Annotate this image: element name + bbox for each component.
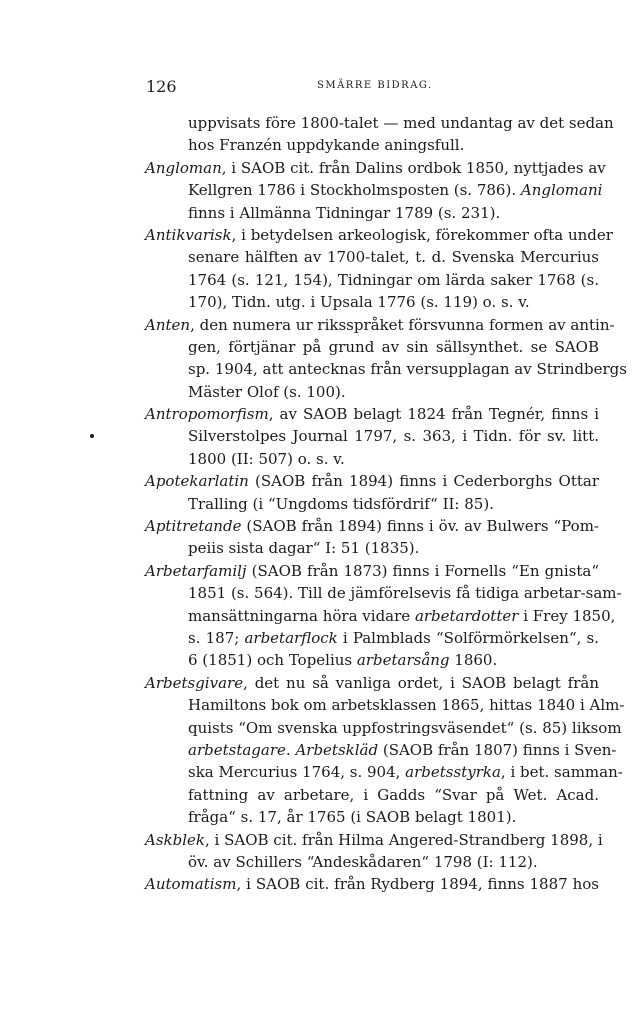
italic-term: Arbetsgivare (145, 673, 244, 692)
italic-term: Automatism (145, 875, 237, 894)
text-segment: i Frey 1850, (518, 606, 616, 625)
text-segment: Hamiltons bok om arbetsklassen 1865, hittas 1840 i Alm- (188, 696, 625, 715)
text-segment: fattning av arbetare, i Gadds “Svar på Wet. Acad. (188, 785, 599, 804)
text-segment: , i SAOB cit. från Hilma Angered-Strandberg 1898, i (205, 830, 603, 849)
italic-term: Angloman (145, 158, 222, 177)
italic-term: arbetardotter (414, 606, 519, 625)
text-line (145, 717, 622, 739)
italic-term: arbetarsång (356, 651, 450, 670)
text-segment: , den numera ur riksspråket försvunna formen av antin- (190, 315, 615, 334)
text-line (145, 784, 599, 806)
text-segment: 1764 (s. 121, 154), Tidningar om lärda saker 1768 (s. (188, 270, 599, 289)
text-segment: , i SAOB cit. från Dalins ordbok 1850, nyttjades av (221, 158, 606, 177)
text-line (145, 515, 599, 537)
text-segment: (SAOB från 1873) finns i Fornells “En gnista“ (246, 561, 599, 580)
text-line (145, 806, 599, 828)
text-segment: quists “Om svenska uppfostringsväsendet“ (s. 85) liksom (188, 718, 622, 737)
text-line (145, 761, 623, 783)
italic-term: Antropomorfism (145, 405, 269, 424)
text-line (145, 336, 599, 358)
text-line (145, 829, 603, 851)
text-segment: hos Franzén uppdykande aningsfull. (188, 136, 465, 155)
text-segment: ska Mercurius 1764, s. 904, (188, 763, 406, 782)
text-segment: , av SAOB belagt 1824 från Tegnér, finns i (268, 405, 599, 424)
italic-term: Antikvarisk (145, 225, 232, 244)
text-segment: , i bet. samman- (500, 763, 623, 782)
text-segment: 1800 (II: 507) o. s. v. (188, 449, 345, 468)
text-line (145, 739, 617, 761)
text-line (145, 112, 614, 134)
text-segment: senare hälften av 1700-talet, t. d. Svenska Mercurius (188, 248, 599, 267)
text-segment: s. 187; (188, 628, 245, 647)
text-line (145, 358, 627, 380)
text-line (145, 425, 599, 447)
text-line (145, 291, 599, 313)
text-segment: sp. 1904, att antecknas från versupplagan av Strindbergs (188, 360, 627, 379)
text-line (145, 649, 599, 671)
italic-term: arbetarflock (244, 628, 338, 647)
body-text (145, 112, 627, 896)
italic-term: Aptitretande (145, 517, 242, 536)
text-line (145, 560, 599, 582)
page-header (146, 77, 446, 101)
text-line (145, 582, 622, 604)
text-segment: fråga“ s. 17, år 1765 (i SAOB belagt 1801). (188, 808, 517, 827)
text-line (145, 470, 599, 492)
margin-mark (90, 434, 94, 438)
text-line (145, 246, 599, 268)
text-line (145, 537, 599, 559)
italic-term: arbetstagare (188, 740, 286, 759)
italic-term: arbetsstyrka (405, 763, 501, 782)
text-line (145, 448, 599, 470)
text-segment: . (285, 740, 296, 759)
text-line (145, 403, 599, 425)
text-line (145, 627, 599, 649)
text-line (145, 873, 599, 895)
text-line (145, 224, 613, 246)
text-line (145, 493, 599, 515)
page-number: 126 (146, 77, 177, 96)
text-line (145, 179, 603, 201)
italic-term: Arbetskläd (295, 740, 379, 759)
text-line (145, 694, 625, 716)
text-segment: Mäster Olof (s. 100). (188, 382, 346, 401)
text-segment: 6 (1851) och Topelius (188, 651, 357, 670)
text-segment: Kellgren 1786 i Stockholmsposten (s. 786). (188, 181, 521, 200)
text-segment: (SAOB från 1894) finns i öv. av Bulwers “Pom- (241, 517, 599, 536)
italic-term: Arbetarfamilj (145, 561, 247, 580)
italic-term: Apotekarlatin (145, 472, 249, 491)
text-segment: i Palmblads “Solförmörkelsen“, s. (337, 628, 599, 647)
running-head: SMÄRRE BIDRAG. (317, 80, 433, 91)
text-line (145, 202, 599, 224)
text-segment: (SAOB från 1807) finns i Sven- (378, 740, 617, 759)
italic-term: Anglomani (520, 181, 603, 200)
text-segment: peiis sista dagar“ I: 51 (1835). (188, 539, 420, 558)
text-segment: , i SAOB cit. från Rydberg 1894, finns 1887 hos (236, 875, 599, 894)
italic-term: Anten (145, 315, 191, 334)
text-segment: (SAOB från 1894) finns i Cederborghs Ottar (248, 472, 599, 491)
text-segment: mansättningarna höra vidare (188, 606, 415, 625)
text-segment: 1860. (449, 651, 498, 670)
text-segment: gen, förtjänar på grund av sin sällsynthet. se SAOB (188, 337, 599, 356)
text-segment: öv. av Schillers “Andeskådaren“ 1798 (I: 112). (188, 852, 538, 871)
italic-term: Askblek (145, 830, 205, 849)
text-segment: 170), Tidn. utg. i Upsala 1776 (s. 119) o. s. v. (188, 293, 530, 312)
text-line (145, 157, 606, 179)
text-line (145, 314, 615, 336)
text-line (145, 269, 599, 291)
text-line (145, 381, 599, 403)
text-line (145, 605, 616, 627)
text-line (145, 134, 599, 156)
text-segment: Silverstolpes Journal 1797, s. 363, i Tidn. för sv. litt. (188, 427, 599, 446)
text-line (145, 672, 599, 694)
text-segment: , det nu så vanliga ordet, i SAOB belagt från (243, 673, 599, 692)
text-segment: uppvisats före 1800-talet — med undantag av det sedan (188, 114, 614, 132)
text-segment: 1851 (s. 564). Till de jämförelsevis få tidiga arbetar-sam- (188, 584, 622, 603)
text-segment: finns i Allmänna Tidningar 1789 (s. 231). (188, 203, 501, 222)
text-line (145, 851, 599, 873)
text-segment: Tralling (i “Ungdoms tidsfördrif“ II: 85). (188, 494, 494, 513)
text-segment: , i betydelsen arkeologisk, förekommer ofta under (231, 225, 613, 244)
